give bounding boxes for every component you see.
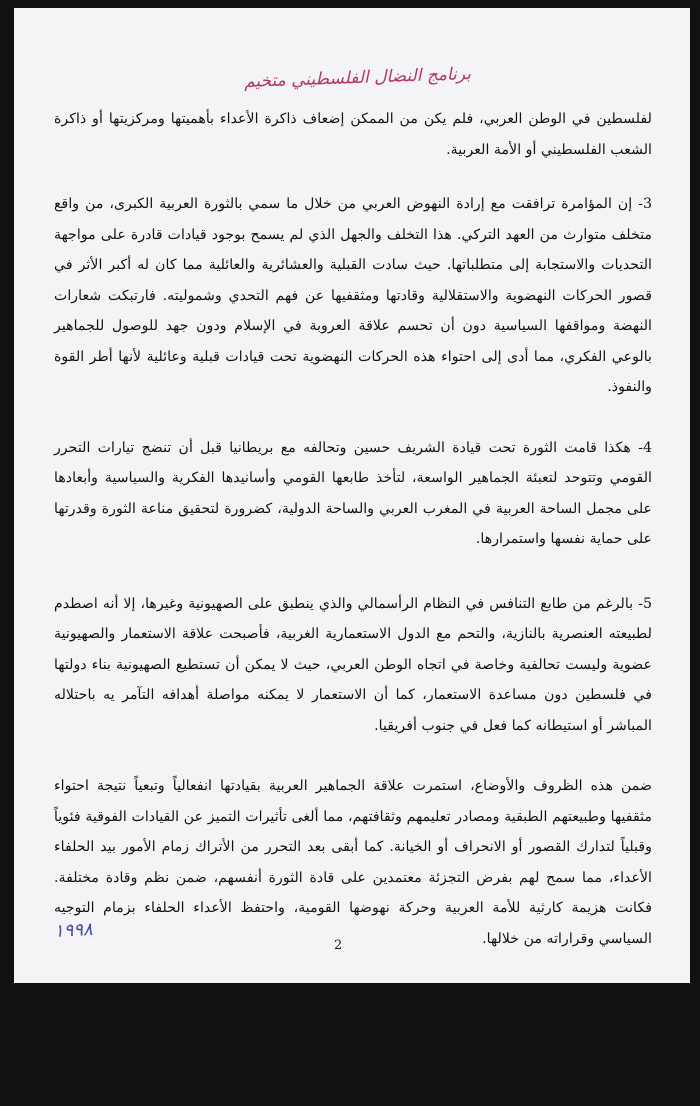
body-text [54, 104, 652, 1106]
paragraph-1: لفلسطين في الوطن العربي، فلم يكن من الممكن إضعاف ذاكرة الأعداء بأهميتها ومركزيتها أو ذاكرة الشعب الفلسطيني أو الأمة العربية. [54, 111, 652, 158]
paragraph-2: 3- إن المؤامرة ترافقت مع إرادة النهوض العربي من خلال ما سمي بالثورة العربية الكبرى، من واقع متخلف متوارث من العهد التركي. هذا التخلف والجهل الذي لم يسمح بوجود قيادات قادرة على مواجهة التحديات والاستجابة إلى متطلباتها. حيث سادت القبلية والعشائرية والعائلية مما كان له أكبر الأثر في قصور الحركات النهضوية والاستقلالية وقادتها ومثقفيها عن فهم التحدي وشموليته. فارتبكت شعارات النهضة ومواقفها السياسية دون أن تحسم علاقة العروبة في الإسلام ودون جهد للوصول للجماهير بالوعي الفكري، مما أدى إلى احتواء هذه الحركات النهضوية تحت قيادات قبلية وعائلية لأنها أطر القوة والنفوذ. [54, 196, 652, 395]
handwritten-year: ١٩٩٨ [53, 919, 94, 942]
paragraph-6: من كل ما حدث ومن خلاله امتلك الأعداء الفرصة لتمرير مؤامرتهم على الجزء الأهم خطوة بعد خطوة في السماح للهجرة لفلسطين وتمليك الأرض وتوسع الاستيطان والتغطية على كل ذلك بلجان ومفاوضات واقتراحات استهلكت الكثير من وقت وجهد القيادة الفلسطينية على حساب اهتمامهم بمتابعة النضال الشعبي بمختلف الأساليب والشعارات [54, 991, 652, 1099]
paragraph-5: ضمن هذه الظروف والأوضاع، استمرت علاقة الجماهير العربية بقيادتها انفعالياً وتبعياً نتيجة احتواء مثقفيها وطبيعتهم الطبقية ومصادر تعليمهم وثقافتهم، مما ألغى تأثيرات التميز عن القيادات الفوقية فئوياً وقبلياً لتدارك القصور أو الانحراف أو الخيانة. كما أبقى بعد التحرر من الأتراك زمام الأمور بيد الحلفاء الأعداء، مما سمح لهم بفرض التجزئة معتمدين على قادة الثورة أنفسهم، ضمن نظم وقادة مختلفة. فكانت هزيمة كارثية للأمة العربية وحركة نهوضها القومية، واحتفظ الأعداء الحلفاء بزمام التوجيه السياسي وقراراته من خلالها. [54, 778, 652, 947]
document-page [14, 8, 690, 1099]
page-number: 2 [334, 938, 343, 953]
paragraph-3: 4- هكذا قامت الثورة تحت قيادة الشريف حسين وتحالفه مع بريطانيا قبل أن تنضج تيارات التحرر القومي وتتوحد لتعبئة الجماهير الواسعة، لتأخذ طابعها القومي وأسانيدها الفكرية والسياسية وأبعادها على مجمل الساحة العربية في المغرب العربي والساحة الدولية، كضرورة لتحقيق مناعة الثورة وقدرتها على حماية نفسها واستمرارها. [54, 439, 652, 547]
handwritten-title: برنامج النضال الفلسطيني متخيم [243, 64, 472, 92]
paragraph-4: 5- بالرغم من طابع التنافس في النظام الرأسمالي والذي ينطبق على الصهيونية وغيرها، إلا أنه اصطدم لطبيعته العنصرية بالنازية، والتحم مع الدول الاستعمارية الغربية، فأصبحت علاقة الاستعمار والصهيونية عضوية وليست تحالفية وخاصة في اتجاه الوطن العربي، حيث لا يمكن أن تستطيع الصهيونية بناء دولتها في فلسطين دون مساعدة الاستعمار، كما أن الاستعمار لا يمكنه مواصلة أهدافه التآمر يه باحتلاله المباشر أو استيطانه كما فعل في جنوب أفريقيا. [54, 595, 652, 734]
